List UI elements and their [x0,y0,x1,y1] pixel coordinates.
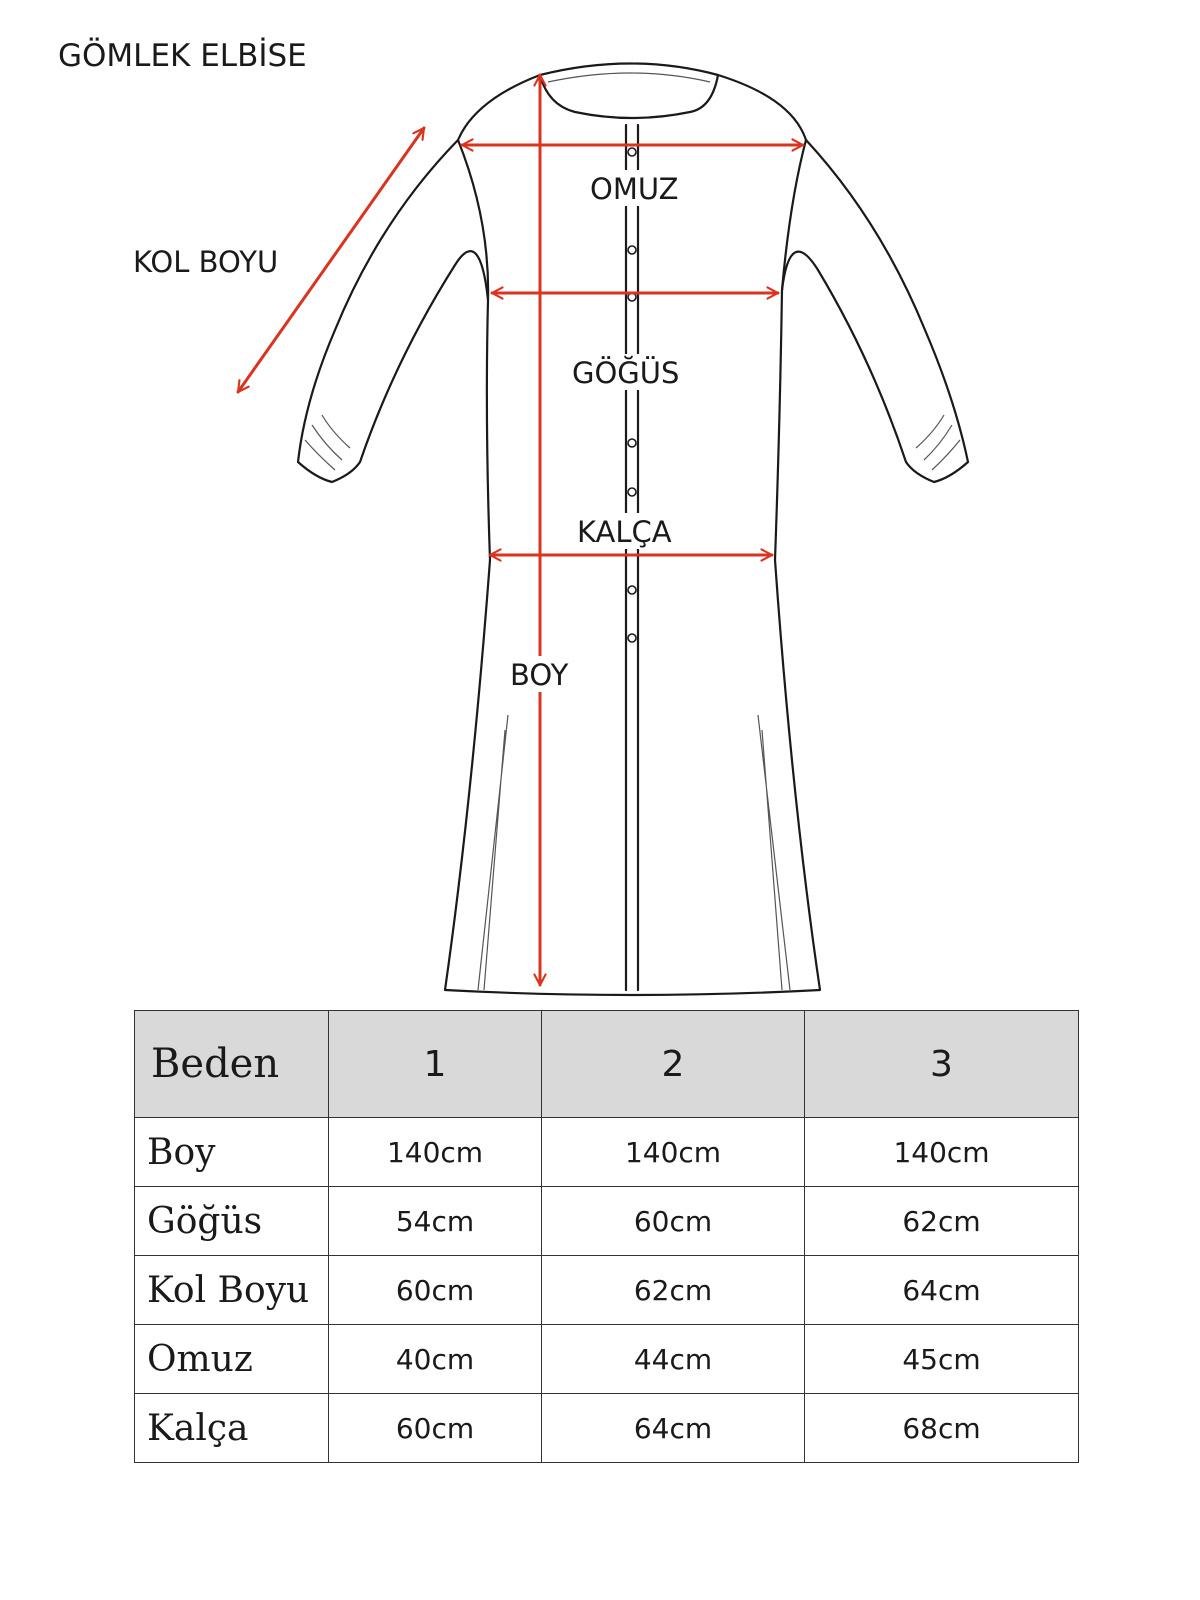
right-cuff-gathers [916,415,960,470]
row-label: Boy [135,1118,329,1187]
table-cell: 60cm [329,1394,542,1463]
table-cell: 140cm [542,1118,805,1187]
table-row [135,1394,1079,1463]
table-header-row [135,1011,1079,1118]
table-cell: 62cm [542,1256,805,1325]
table-cell: 140cm [329,1118,542,1187]
length-label: BOY [510,658,569,692]
table-cell: 40cm [329,1325,542,1394]
table-row [135,1325,1079,1394]
table-cell: 60cm [329,1256,542,1325]
table-cell: 64cm [805,1256,1079,1325]
header-size-1: 1 [329,1011,542,1118]
left-cuff-gathers [305,415,350,470]
table-cell: 54cm [329,1187,542,1256]
button [628,439,636,447]
table-cell: 45cm [805,1325,1079,1394]
collar-band [548,73,710,82]
button [628,488,636,496]
table-row [135,1118,1079,1187]
row-label: Göğüs [135,1187,329,1256]
row-label: Kol Boyu [135,1256,329,1325]
table-row [135,1187,1079,1256]
row-label: Kalça [135,1394,329,1463]
shoulder-label: OMUZ [590,172,679,206]
left-sleeve [298,140,488,482]
header-size-label: Beden [135,1011,329,1118]
header-size-3: 3 [805,1011,1079,1118]
table-cell: 64cm [542,1394,805,1463]
table-cell: 44cm [542,1325,805,1394]
row-label: Omuz [135,1325,329,1394]
button [628,634,636,642]
table-cell: 68cm [805,1394,1079,1463]
right-sleeve [782,140,968,482]
button [628,586,636,594]
table-cell: 62cm [805,1187,1079,1256]
right-slit [758,715,790,990]
hip-label: KALÇA [577,515,672,549]
page-title: GÖMLEK ELBİSE [58,38,307,74]
header-size-2: 2 [542,1011,805,1118]
table-cell: 140cm [805,1118,1079,1187]
sleeve-label: KOL BOYU [133,245,279,279]
table-row [135,1256,1079,1325]
button [628,148,636,156]
buttons [628,148,636,642]
left-slit [478,715,508,990]
chest-label: GÖĞÜS [572,356,680,390]
collar [540,64,718,119]
size-table [134,1010,1079,1463]
table-cell: 60cm [542,1187,805,1256]
button [628,246,636,254]
